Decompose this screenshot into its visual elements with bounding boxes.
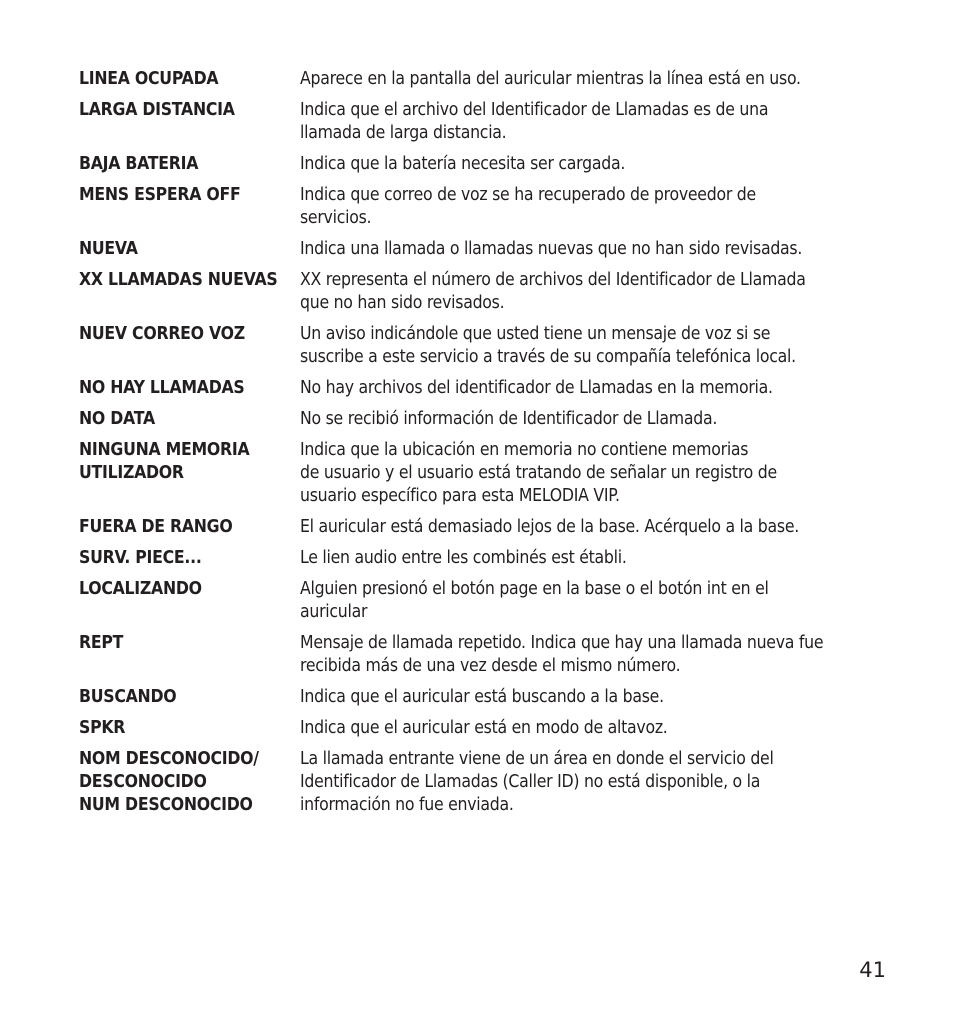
term-line: BUSCANDO — [79, 687, 177, 707]
entry-description — [300, 717, 839, 740]
description-line: Mensaje de llamada repetido. Indica que hay una llamada nueva fue — [300, 633, 824, 653]
entry-term — [79, 439, 278, 485]
description-line: No se recibió información de Identificador de Llamada. — [300, 409, 718, 429]
term-line: NUEV CORREO VOZ — [79, 324, 245, 344]
description-line: información no fue enviada. — [300, 795, 514, 815]
term-line: NUM DESCONOCIDO — [79, 795, 253, 815]
glossary-entry — [79, 632, 899, 678]
description-line: llamada de larga distancia. — [300, 123, 507, 143]
term-line: NO DATA — [79, 409, 155, 429]
description-line: suscribe a este servicio a través de su compañía telefónica local. — [300, 347, 796, 367]
entry-term — [79, 547, 278, 570]
page-number: 41 — [859, 958, 886, 982]
term-line: NO HAY LLAMADAS — [79, 378, 245, 398]
description-line: Indica que el auricular está buscando a la base. — [300, 687, 664, 707]
entry-description — [300, 686, 839, 709]
description-line: El auricular está demasiado lejos de la base. Acérquelo a la base. — [300, 517, 799, 537]
entry-description — [300, 238, 839, 261]
description-line: que no han sido revisados. — [300, 293, 505, 313]
description-line: Indica que la batería necesita ser cargada. — [300, 154, 626, 174]
glossary-entry — [79, 377, 899, 400]
entry-description — [300, 269, 839, 315]
entry-description — [300, 516, 839, 539]
glossary-entry — [79, 184, 899, 230]
entry-term — [79, 269, 278, 292]
entry-description — [300, 323, 839, 369]
entry-term — [79, 408, 278, 431]
entry-term — [79, 238, 278, 261]
entry-term — [79, 748, 278, 817]
term-line: MENS ESPERA OFF — [79, 185, 241, 205]
entry-description — [300, 748, 839, 817]
entry-term — [79, 184, 278, 207]
description-line: Indica una llamada o llamadas nuevas que no han sido revisadas. — [300, 239, 803, 259]
entry-description — [300, 99, 839, 145]
term-line: SURV. PIECE... — [79, 548, 202, 568]
description-line: Indica que correo de voz se ha recuperado de proveedor de — [300, 185, 756, 205]
glossary-entry — [79, 686, 899, 709]
entry-description — [300, 439, 839, 508]
description-line: Un aviso indicándole que usted tiene un mensaje de voz si se — [300, 324, 771, 344]
glossary-entry — [79, 99, 899, 145]
term-line: SPKR — [79, 718, 126, 738]
description-line: recibida más de una vez desde el mismo número. — [300, 656, 681, 676]
glossary-entry — [79, 323, 899, 369]
glossary-entry — [79, 68, 899, 91]
glossary-entry — [79, 238, 899, 261]
term-line: REPT — [79, 633, 124, 653]
entry-term — [79, 323, 278, 346]
entry-description — [300, 632, 839, 678]
description-line: XX representa el número de archivos del Identificador de Llamada — [300, 270, 806, 290]
description-line: La llamada entrante viene de un área en donde el servicio del — [300, 749, 774, 769]
glossary-entry — [79, 408, 899, 431]
description-line: servicios. — [300, 208, 372, 228]
description-line: Indica que el archivo del Identificador de Llamadas es de una — [300, 100, 769, 120]
term-line: NINGUNA MEMORIA — [79, 440, 250, 460]
description-line: usuario específico para esta MELODIA VIP. — [300, 486, 620, 506]
glossary-entry — [79, 578, 899, 624]
entry-term — [79, 68, 278, 91]
description-line: Le lien audio entre les combinés est établi. — [300, 548, 627, 568]
description-line: No hay archivos del identificador de Llamadas en la memoria. — [300, 378, 773, 398]
term-line: FUERA DE RANGO — [79, 517, 233, 537]
entry-term — [79, 153, 278, 176]
glossary-entry — [79, 547, 899, 570]
entry-term — [79, 578, 278, 601]
term-line: BAJA BATERIA — [79, 154, 199, 174]
entry-description — [300, 578, 839, 624]
entry-description — [300, 547, 839, 570]
message-glossary — [79, 68, 899, 817]
entry-term — [79, 717, 278, 740]
entry-description — [300, 184, 839, 230]
glossary-entry — [79, 269, 899, 315]
entry-description — [300, 68, 839, 91]
description-line: Indica que el auricular está en modo de altavoz. — [300, 718, 668, 738]
description-line: Alguien presionó el botón page en la base o el botón int en el — [300, 579, 769, 599]
term-line: LINEA OCUPADA — [79, 69, 219, 89]
glossary-entry — [79, 153, 899, 176]
entry-term — [79, 686, 278, 709]
entry-term — [79, 516, 278, 539]
entry-term — [79, 99, 278, 122]
description-line: auricular — [300, 602, 368, 622]
glossary-entry — [79, 439, 899, 508]
entry-description — [300, 408, 839, 431]
term-line: NOM DESCONOCIDO/ — [79, 749, 259, 769]
term-line: LARGA DISTANCIA — [79, 100, 235, 120]
description-line: Identificador de Llamadas (Caller ID) no está disponible, o la — [300, 772, 761, 792]
term-line: DESCONOCIDO — [79, 772, 207, 792]
description-line: de usuario y el usuario está tratando de señalar un registro de — [300, 463, 777, 483]
entry-term — [79, 377, 278, 400]
term-line: NUEVA — [79, 239, 138, 259]
description-line: Indica que la ubicación en memoria no contiene memorias — [300, 440, 749, 460]
term-line: LOCALIZANDO — [79, 579, 202, 599]
glossary-entry — [79, 516, 899, 539]
entry-term — [79, 632, 278, 655]
entry-description — [300, 153, 839, 176]
description-line: Aparece en la pantalla del auricular mientras la línea está en uso. — [300, 69, 801, 89]
entry-description — [300, 377, 839, 400]
term-line: XX LLAMADAS NUEVAS — [79, 270, 278, 290]
term-line: UTILIZADOR — [79, 463, 184, 483]
glossary-entry — [79, 717, 899, 740]
glossary-entry — [79, 748, 899, 817]
